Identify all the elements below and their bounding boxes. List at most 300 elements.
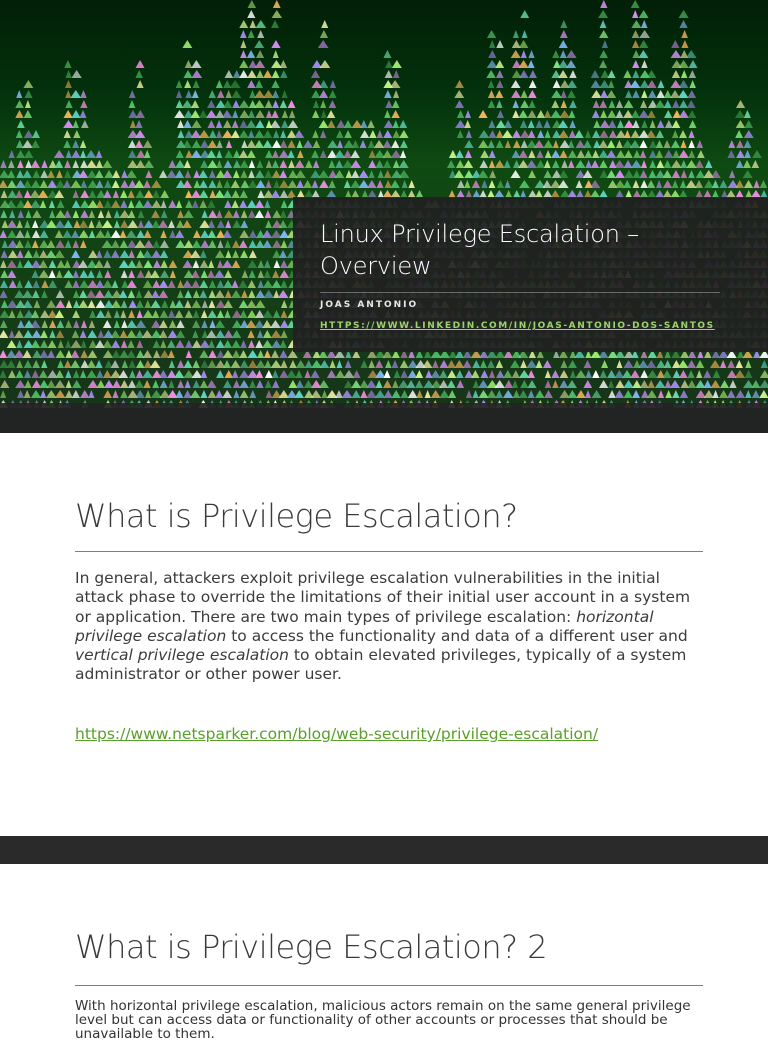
pattern-triangle <box>192 140 201 148</box>
pattern-triangle <box>393 160 400 168</box>
pattern-triangle <box>488 100 496 108</box>
pattern-triangle <box>24 360 32 368</box>
pattern-triangle <box>489 160 495 168</box>
pattern-triangle <box>680 180 687 188</box>
pattern-triangle <box>256 50 264 58</box>
pattern-triangle <box>344 130 352 138</box>
pattern-triangle <box>295 170 306 178</box>
pattern-triangle <box>319 380 329 388</box>
pattern-triangle <box>89 340 97 348</box>
pattern-triangle <box>390 180 399 188</box>
pattern-triangle <box>121 300 128 308</box>
pattern-triangle <box>176 330 185 338</box>
pattern-triangle <box>649 150 657 158</box>
pattern-triangle <box>640 370 648 378</box>
pattern-triangle <box>240 50 247 58</box>
pattern-triangle <box>177 130 184 138</box>
pattern-triangle <box>96 160 103 168</box>
pattern-triangle <box>346 170 353 178</box>
pattern-triangle <box>736 120 746 128</box>
pattern-triangle <box>513 140 521 148</box>
pattern-triangle <box>681 40 688 48</box>
pattern-triangle <box>64 170 71 178</box>
pattern-triangle <box>464 120 470 128</box>
pattern-triangle <box>583 140 592 148</box>
pattern-triangle <box>174 370 184 378</box>
pattern-triangle <box>215 390 223 398</box>
pattern-triangle <box>585 160 592 168</box>
pattern-triangle <box>183 70 192 78</box>
pattern-triangle <box>600 90 608 98</box>
pattern-triangle <box>569 100 577 108</box>
pattern-triangle <box>111 300 121 308</box>
pattern-triangle <box>49 210 55 218</box>
pattern-triangle <box>192 370 203 378</box>
pattern-triangle <box>488 120 495 128</box>
pattern-triangle <box>32 240 39 248</box>
pattern-triangle <box>47 240 56 248</box>
pattern-triangle <box>383 150 393 158</box>
pattern-triangle <box>519 390 528 398</box>
pattern-triangle <box>199 290 207 298</box>
pattern-triangle <box>375 390 386 398</box>
pattern-triangle <box>272 70 280 78</box>
pattern-triangle <box>160 340 166 348</box>
pattern-triangle <box>393 120 399 128</box>
pattern-triangle <box>735 130 743 138</box>
pattern-triangle <box>32 130 40 138</box>
pattern-triangle <box>209 320 215 328</box>
pattern-triangle <box>375 160 383 168</box>
pattern-triangle <box>543 140 553 148</box>
pattern-triangle <box>527 60 534 68</box>
pattern-triangle <box>126 170 137 178</box>
pattern-triangle <box>391 150 402 158</box>
pattern-triangle <box>528 370 535 378</box>
pattern-triangle <box>313 160 320 168</box>
pattern-triangle <box>487 60 498 68</box>
pattern-triangle <box>138 210 145 218</box>
pattern-triangle <box>342 390 353 398</box>
netsparker-link[interactable]: https://www.netsparker.com/blog/web-security/privilege-escalation/ <box>75 725 599 743</box>
pattern-triangle <box>192 320 200 328</box>
pattern-triangle <box>240 30 247 38</box>
pattern-triangle <box>679 100 688 108</box>
pattern-triangle <box>73 290 80 298</box>
pattern-triangle <box>632 90 640 98</box>
pattern-triangle <box>96 180 104 188</box>
pattern-triangle <box>273 290 279 298</box>
pattern-triangle <box>672 100 680 108</box>
pattern-triangle <box>222 110 233 118</box>
pattern-triangle <box>256 20 267 28</box>
pattern-triangle <box>502 130 513 138</box>
pattern-triangle <box>664 110 672 118</box>
pattern-triangle <box>497 110 504 118</box>
pattern-triangle <box>72 390 80 398</box>
pattern-triangle <box>46 220 57 228</box>
pattern-triangle <box>57 320 65 328</box>
pattern-triangle <box>224 300 233 308</box>
pattern-triangle <box>681 380 689 388</box>
pattern-triangle <box>103 320 112 328</box>
pattern-triangle <box>32 210 41 218</box>
pattern-triangle <box>233 150 240 158</box>
pattern-triangle <box>1 250 8 258</box>
pattern-triangle <box>232 250 239 258</box>
pattern-triangle <box>399 130 409 138</box>
pattern-triangle <box>568 110 575 118</box>
pattern-triangle <box>592 390 602 398</box>
pattern-triangle <box>745 360 751 368</box>
pattern-triangle <box>583 380 592 388</box>
pattern-triangle <box>305 160 313 168</box>
pattern-triangle <box>255 290 265 298</box>
pattern-triangle <box>710 360 720 368</box>
pattern-triangle <box>328 160 335 168</box>
pattern-triangle <box>240 390 249 398</box>
pattern-triangle <box>663 140 670 148</box>
pattern-triangle <box>207 140 217 148</box>
pattern-triangle <box>456 150 464 158</box>
pattern-triangle <box>95 230 105 238</box>
pattern-triangle <box>319 180 329 188</box>
pattern-triangle <box>335 160 343 168</box>
pattern-triangle <box>656 90 665 98</box>
pattern-triangle <box>478 170 489 178</box>
pattern-triangle <box>512 150 521 158</box>
pattern-triangle <box>65 340 71 348</box>
pattern-triangle <box>223 80 231 88</box>
pattern-triangle <box>240 160 249 168</box>
pattern-triangle <box>280 140 288 148</box>
pattern-triangle <box>265 370 273 378</box>
pattern-triangle <box>134 180 144 188</box>
pattern-triangle <box>592 370 600 378</box>
pattern-triangle <box>278 290 289 298</box>
pattern-triangle <box>641 160 647 168</box>
pattern-triangle <box>208 350 217 358</box>
pattern-triangle <box>535 390 545 398</box>
pattern-triangle <box>40 390 46 398</box>
pattern-triangle <box>727 150 735 158</box>
pattern-triangle <box>152 380 159 388</box>
pattern-triangle <box>39 260 48 268</box>
pattern-triangle <box>64 60 71 68</box>
pattern-triangle <box>182 40 192 48</box>
pattern-triangle <box>311 70 320 78</box>
pattern-triangle <box>248 180 257 188</box>
pattern-triangle <box>248 360 257 368</box>
pattern-triangle <box>551 110 562 118</box>
pattern-triangle <box>560 30 568 38</box>
pattern-triangle <box>143 310 153 318</box>
slide-what-is-privilege-escalation-2 <box>0 864 768 1042</box>
pattern-triangle <box>272 150 279 158</box>
pattern-triangle <box>63 120 74 128</box>
pattern-triangle <box>127 350 136 358</box>
pattern-triangle <box>257 330 263 338</box>
pattern-triangle <box>480 150 489 158</box>
pattern-triangle <box>239 230 249 238</box>
pattern-triangle <box>111 230 121 238</box>
pattern-triangle <box>209 170 216 178</box>
pattern-triangle <box>1 300 8 308</box>
pattern-triangle <box>280 320 289 328</box>
pattern-triangle <box>169 320 177 328</box>
pattern-triangle <box>360 360 367 368</box>
pattern-triangle <box>16 90 22 98</box>
pattern-triangle <box>366 390 377 398</box>
pattern-triangle <box>159 330 167 338</box>
pattern-triangle <box>224 210 234 218</box>
slide-separator <box>0 836 768 864</box>
pattern-triangle <box>18 210 24 218</box>
pattern-triangle <box>598 10 608 18</box>
pattern-triangle <box>193 80 200 88</box>
pattern-triangle <box>217 310 224 318</box>
pattern-triangle <box>615 370 624 378</box>
pattern-triangle <box>136 370 143 378</box>
pattern-triangle <box>151 320 161 328</box>
body-text-part: In general, attackers exploit privilege escalation vulnerabilities in the initial attack phase to override the limitations of their initial user account in a system or application. There are two main types of privilege escalation: <box>75 569 691 626</box>
pattern-triangle <box>503 370 512 378</box>
pattern-triangle <box>632 60 639 68</box>
pattern-triangle <box>688 150 695 158</box>
pattern-triangle <box>543 180 552 188</box>
pattern-triangle <box>49 270 56 278</box>
pattern-triangle <box>143 200 153 208</box>
pattern-triangle <box>374 140 385 148</box>
pattern-triangle <box>422 360 432 368</box>
pattern-triangle <box>265 380 272 388</box>
pattern-triangle <box>112 350 121 358</box>
pattern-triangle <box>208 120 216 128</box>
pattern-triangle <box>255 340 263 348</box>
pattern-triangle <box>495 390 502 398</box>
pattern-triangle <box>615 390 625 398</box>
pattern-triangle <box>336 360 342 368</box>
pattern-triangle <box>232 100 240 108</box>
pattern-triangle <box>392 60 402 68</box>
pattern-triangle <box>648 380 655 388</box>
pattern-triangle <box>464 140 473 148</box>
pattern-triangle <box>32 290 40 298</box>
pattern-triangle <box>96 280 105 288</box>
pattern-triangle <box>183 370 194 378</box>
pattern-triangle <box>110 330 120 338</box>
pattern-triangle <box>279 350 288 358</box>
pattern-triangle <box>593 120 600 128</box>
pattern-triangle <box>72 160 79 168</box>
pattern-triangle <box>431 370 441 378</box>
pattern-triangle <box>104 170 113 178</box>
pattern-triangle <box>190 390 200 398</box>
pattern-triangle <box>65 390 73 398</box>
pattern-triangle <box>239 130 249 138</box>
pattern-triangle <box>248 30 255 38</box>
pattern-triangle <box>0 160 7 168</box>
pattern-triangle <box>217 240 223 248</box>
pattern-triangle <box>416 390 423 398</box>
pattern-triangle <box>14 330 24 338</box>
pattern-triangle <box>487 360 495 368</box>
pattern-triangle <box>16 140 23 148</box>
pattern-triangle <box>686 160 696 168</box>
pattern-triangle <box>377 130 383 138</box>
pattern-triangle <box>544 390 553 398</box>
pattern-triangle <box>670 90 680 98</box>
pattern-triangle <box>103 280 113 288</box>
pattern-triangle <box>266 160 272 168</box>
pattern-triangle <box>591 90 601 98</box>
pattern-triangle <box>656 150 664 158</box>
pattern-triangle <box>79 280 89 288</box>
pattern-triangle <box>288 120 298 128</box>
pattern-triangle <box>248 240 256 248</box>
pattern-triangle <box>185 310 193 318</box>
pattern-triangle <box>169 300 176 308</box>
pattern-triangle <box>695 160 704 168</box>
pattern-triangle <box>478 110 487 118</box>
pattern-triangle <box>201 210 208 218</box>
pattern-triangle <box>80 160 88 168</box>
pattern-triangle <box>519 40 529 48</box>
pattern-triangle <box>271 110 279 118</box>
pattern-triangle <box>15 190 23 198</box>
pattern-triangle <box>254 90 265 98</box>
pattern-triangle <box>79 220 89 228</box>
pattern-triangle <box>175 230 184 238</box>
pattern-triangle <box>489 170 496 178</box>
pattern-triangle <box>160 250 169 258</box>
pattern-triangle <box>272 210 281 218</box>
pattern-triangle <box>704 180 714 188</box>
pattern-triangle <box>263 280 273 288</box>
pattern-triangle <box>343 150 352 158</box>
pattern-triangle <box>70 90 81 98</box>
pattern-triangle <box>89 190 97 198</box>
pattern-triangle <box>519 180 530 188</box>
pattern-triangle <box>257 190 264 198</box>
pattern-triangle <box>559 150 567 158</box>
pattern-triangle <box>127 340 134 348</box>
pattern-triangle <box>232 240 240 248</box>
pattern-triangle <box>239 380 249 388</box>
pattern-triangle <box>280 310 287 318</box>
pattern-triangle <box>558 180 569 188</box>
pattern-triangle <box>607 110 616 118</box>
pattern-triangle <box>560 360 567 368</box>
body-text-part: to obtain elevated privileges, typically of a system administrator or other power user. <box>75 646 687 684</box>
pattern-triangle <box>624 120 634 128</box>
pattern-triangle <box>281 120 288 128</box>
pattern-triangle <box>200 140 209 148</box>
pattern-triangle <box>209 90 216 98</box>
pattern-triangle <box>273 260 280 268</box>
pattern-triangle <box>648 170 656 178</box>
pattern-triangle <box>177 360 184 368</box>
pattern-triangle <box>630 80 641 88</box>
pattern-triangle <box>114 220 120 228</box>
pattern-triangle <box>89 230 96 238</box>
pattern-triangle <box>360 140 367 148</box>
pattern-triangle <box>567 90 576 98</box>
pattern-triangle <box>104 180 111 188</box>
pattern-triangle <box>242 270 249 278</box>
pattern-triangle <box>127 260 136 268</box>
pattern-triangle <box>208 340 215 348</box>
pattern-triangle <box>80 240 87 248</box>
pattern-triangle <box>17 160 24 168</box>
pattern-triangle <box>120 250 130 258</box>
pattern-triangle <box>327 140 338 148</box>
pattern-triangle <box>193 310 200 318</box>
pattern-triangle <box>559 370 568 378</box>
pattern-triangle <box>209 280 216 288</box>
pattern-triangle <box>23 180 32 188</box>
pattern-triangle <box>552 50 559 58</box>
pattern-triangle <box>265 100 273 108</box>
pattern-triangle <box>510 360 520 368</box>
linkedin-link[interactable]: HTTPS://WWW.LINKEDIN.COM/IN/JOAS-ANTONIO-DOS-SANTOS <box>320 321 715 331</box>
pattern-triangle <box>305 360 313 368</box>
pattern-triangle <box>384 390 393 398</box>
pattern-triangle <box>32 360 40 368</box>
pattern-triangle <box>38 190 49 198</box>
pattern-triangle <box>496 40 504 48</box>
pattern-triangle <box>214 190 224 198</box>
pattern-triangle <box>295 160 305 168</box>
pattern-triangle <box>640 100 647 108</box>
pattern-triangle <box>207 310 217 318</box>
pattern-triangle <box>495 160 505 168</box>
pattern-triangle <box>142 330 153 338</box>
title-slide <box>0 0 768 433</box>
pattern-triangle <box>466 130 472 138</box>
pattern-triangle <box>680 140 686 148</box>
pattern-triangle <box>114 210 120 218</box>
pattern-triangle <box>689 60 698 68</box>
pattern-triangle <box>175 170 184 178</box>
pattern-triangle <box>225 250 231 258</box>
pattern-triangle <box>143 350 152 358</box>
pattern-triangle <box>88 180 98 188</box>
pattern-triangle <box>513 390 520 398</box>
pattern-triangle <box>687 90 696 98</box>
pattern-triangle <box>575 140 585 148</box>
pattern-triangle <box>135 390 145 398</box>
pattern-triangle <box>400 150 406 158</box>
pattern-triangle <box>656 160 664 168</box>
pattern-triangle <box>177 380 184 388</box>
pattern-triangle <box>192 360 199 368</box>
pattern-triangle <box>56 370 64 378</box>
pattern-triangle <box>176 320 184 328</box>
pattern-triangle <box>209 190 216 198</box>
pattern-triangle <box>207 270 215 278</box>
pattern-triangle <box>233 210 240 218</box>
pattern-triangle <box>553 140 559 148</box>
pattern-triangle <box>49 330 55 338</box>
pattern-triangle <box>121 270 128 278</box>
pattern-triangle <box>135 120 142 128</box>
pattern-triangle <box>104 270 111 278</box>
pattern-triangle <box>568 150 577 158</box>
pattern-triangle <box>0 310 10 318</box>
pattern-triangle <box>48 280 57 288</box>
pattern-triangle <box>368 160 376 168</box>
